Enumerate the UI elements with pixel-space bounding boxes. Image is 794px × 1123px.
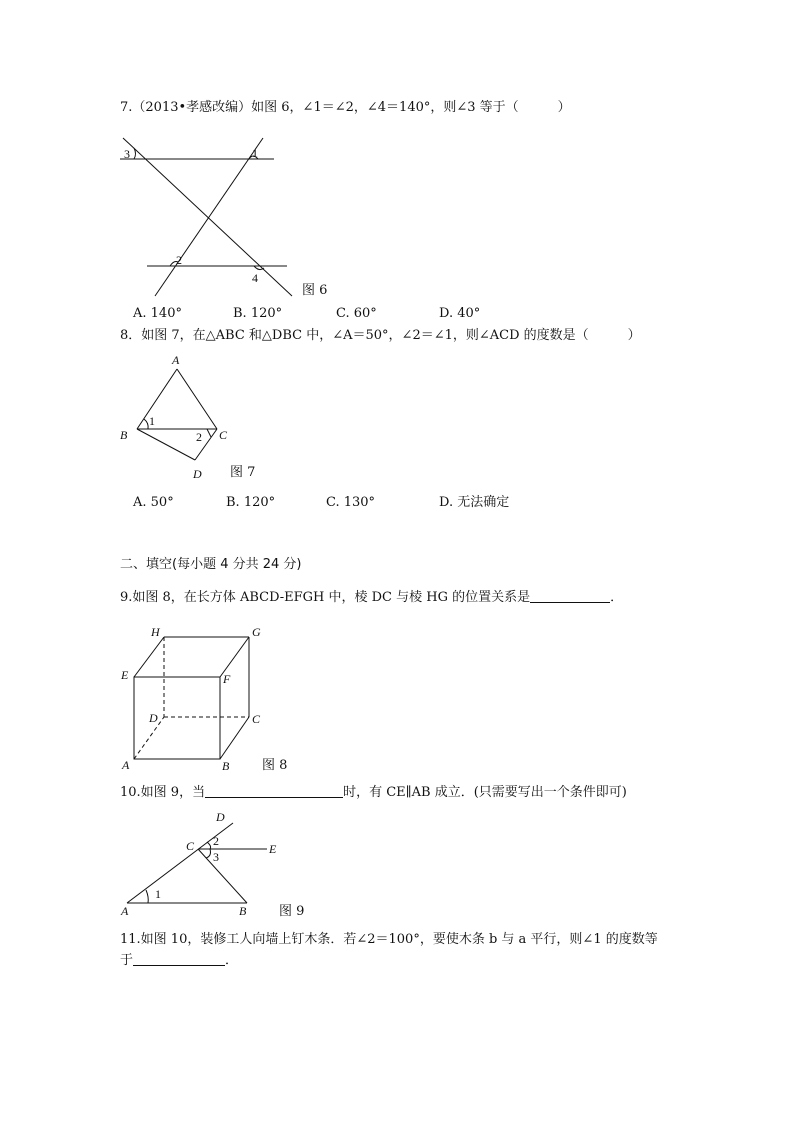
fig8-point-c: C [252, 712, 261, 726]
fig9-line-ad [127, 823, 233, 903]
fig6-angle3-label: 3 [124, 147, 130, 161]
fig9-angle3-arc [206, 849, 211, 858]
q8-option-b: B. 120° [226, 495, 276, 510]
fig7-side-bd [137, 429, 195, 460]
fig8-point-e: E [121, 668, 129, 682]
q8-option-a: A. 50° [133, 495, 174, 510]
fig6-angle4-arc [254, 266, 264, 270]
fig9-angle1-arc [146, 890, 148, 903]
fig8-caption: 图 8 [262, 758, 288, 773]
q10-stem-text: 10.如图 9，当 [120, 785, 206, 800]
q7-option-d: D. 40° [439, 306, 481, 321]
q11-stem-end: ． [225, 953, 239, 968]
q10-answer-blank[interactable] [205, 785, 343, 798]
fig9-angle2-arc [207, 842, 211, 849]
fig9-point-d: D [216, 810, 225, 824]
fig8-front-face [134, 677, 220, 759]
fig8-hidden-edge-ad [134, 717, 164, 759]
fig8-edge-bc [220, 717, 249, 759]
fig8-point-g: G [252, 625, 261, 639]
fig6-angle2-label: 2 [176, 253, 182, 267]
fig8-point-a: A [122, 758, 130, 772]
q9-stem-text: 9.如图 8，在长方体 ABCD-EFGH 中，棱 DC 与棱 HG 的位置关系是 [120, 590, 531, 605]
fig9-angle3-label: 3 [213, 850, 219, 864]
fig7-side-ab [137, 369, 177, 429]
fig6-angle1-arc [249, 156, 258, 159]
section-2-title: 二、填空(每小题 4 分共 24 分) [120, 557, 302, 572]
fig9-segment-cb [198, 849, 247, 903]
q11-answer-blank[interactable] [133, 953, 225, 966]
fig7-point-c: C [219, 428, 228, 442]
q8-stem: 8．如图 7，在△ABC 和△DBC 中，∠A＝50°，∠2＝∠1，则∠ACD 的度数是（ ） [120, 328, 641, 343]
fig9-point-b: B [239, 904, 247, 918]
fig8-point-d: D [149, 711, 158, 725]
fig6-angle1-label: 1 [252, 146, 258, 160]
fig8-edge-fg [220, 637, 249, 677]
fig7-point-b: B [120, 428, 128, 442]
fig6-caption: 图 6 [302, 283, 328, 298]
q9-stem [120, 590, 623, 606]
q10-stem-end: 时，有 CE∥AB 成立．(只需要写出一个条件即可) [343, 785, 627, 800]
fig8-point-b: B [222, 759, 230, 773]
fig8-edge-eh [134, 637, 164, 677]
fig7-angle2-label: 2 [196, 430, 202, 444]
fig9-point-e: E [269, 842, 277, 856]
fig7-caption: 图 7 [230, 465, 256, 480]
q10-stem [120, 785, 627, 801]
fig6-angle3-arc [134, 148, 136, 159]
fig8-point-h: H [151, 625, 160, 639]
fig9-caption: 图 9 [279, 904, 305, 919]
fig7-point-a: A [172, 353, 180, 367]
fig7-angle2-arc [207, 429, 211, 437]
fig9-point-c: C [186, 839, 195, 853]
q11-stem-line1: 11.如图 10，装修工人向墙上钉木条．若∠2＝100°，要使木条 b 与 a 平行，则∠1 的度数等 [120, 932, 658, 947]
fig6-angle4-label: 4 [252, 271, 258, 285]
fig9-angle2-label: 2 [213, 834, 219, 848]
q9-stem-end: ． [610, 590, 624, 605]
fig7-angle1-arc [144, 419, 148, 429]
fig6-transversal-1 [123, 138, 292, 296]
fig6-angle2-arc [170, 262, 178, 267]
fig7-side-cd [195, 429, 217, 460]
q11-stem-text: 于 [120, 953, 134, 968]
q7-stem: 7.（2013•孝感改编）如图 6，∠1＝∠2，∠4＝140°，则∠3 等于（ ） [120, 100, 571, 115]
q9-answer-blank[interactable] [530, 590, 610, 603]
fig7-side-ac [177, 369, 217, 429]
q8-option-c: C. 130° [326, 495, 376, 510]
q7-option-c: C. 60° [336, 306, 377, 321]
fig9-point-a: A [121, 904, 129, 918]
q8-option-d: D. 无法确定 [439, 495, 510, 510]
q11-stem-line2 [120, 953, 238, 969]
q7-option-a: A. 140° [133, 306, 182, 321]
q7-option-b: B. 120° [233, 306, 283, 321]
fig6-transversal-2 [155, 138, 263, 296]
fig7-angle1-label: 1 [149, 414, 155, 428]
fig8-point-f: F [223, 672, 231, 686]
fig7-point-d: D [193, 467, 202, 481]
fig9-angle1-label: 1 [155, 887, 161, 901]
